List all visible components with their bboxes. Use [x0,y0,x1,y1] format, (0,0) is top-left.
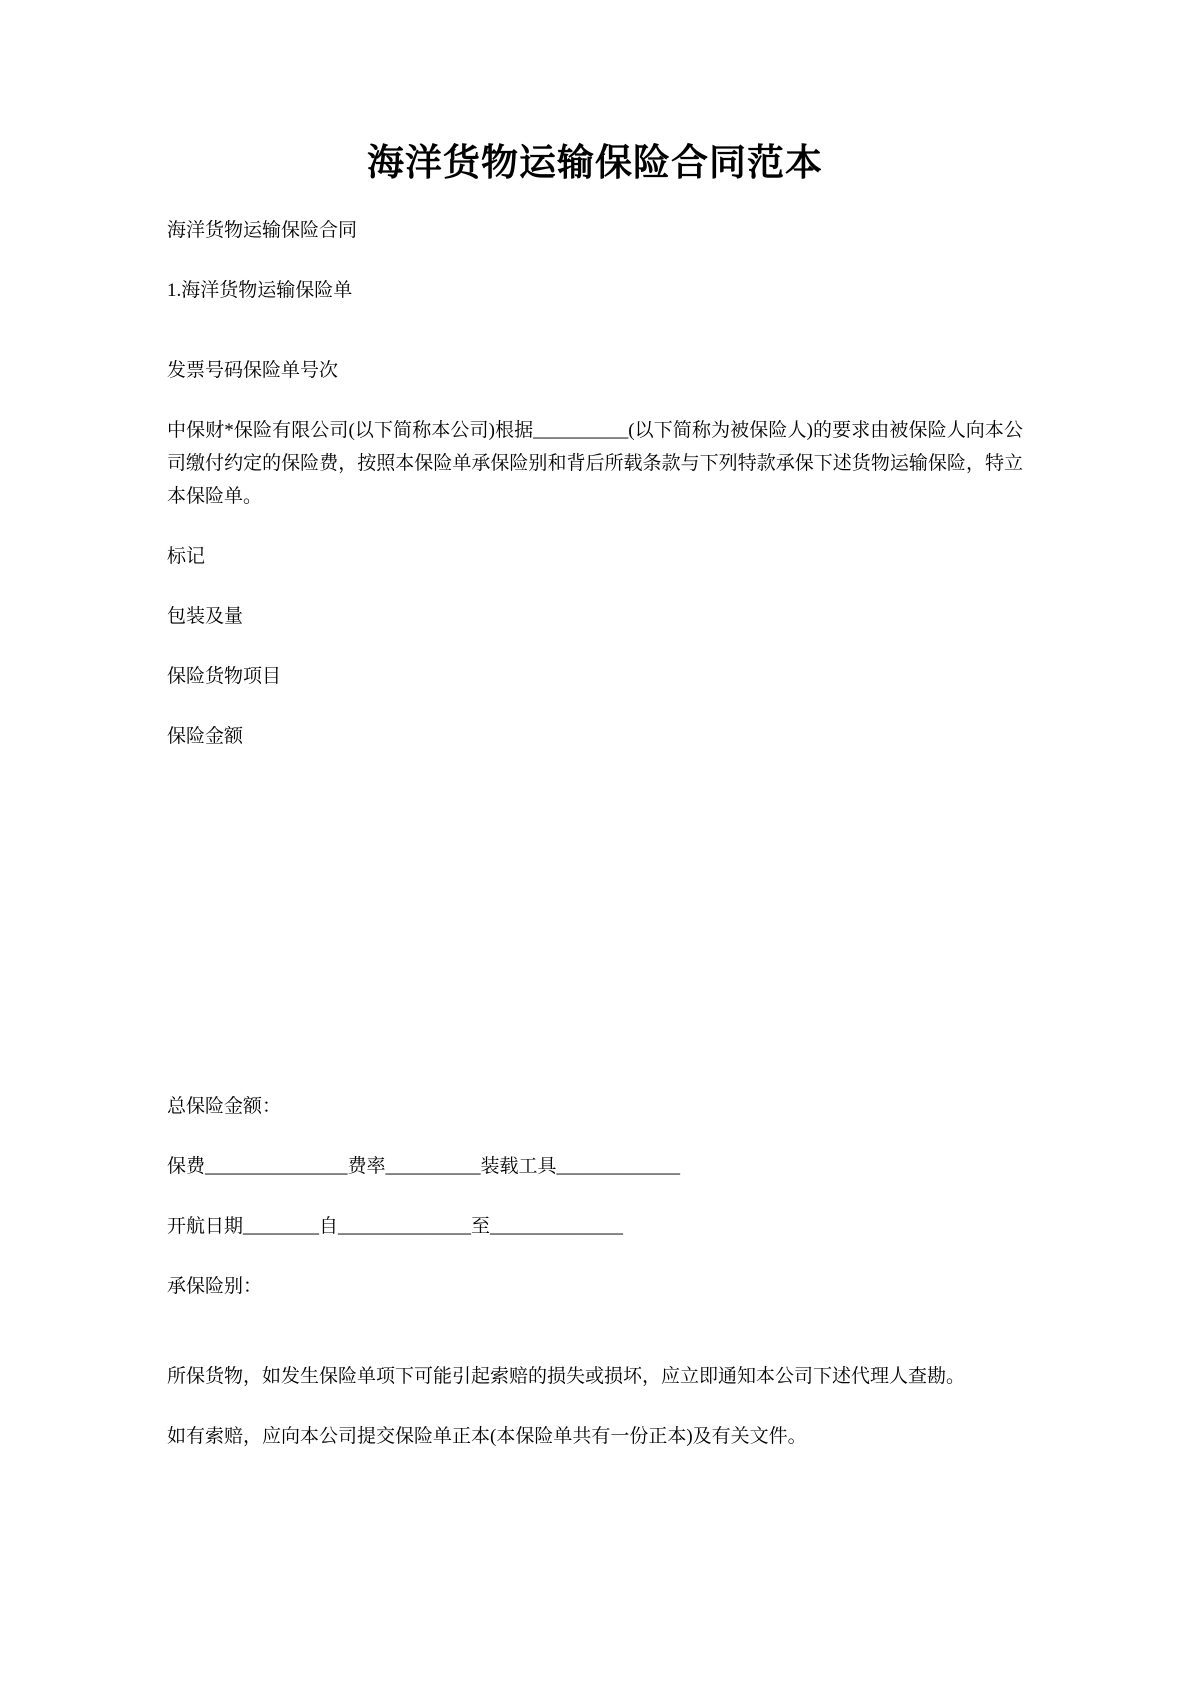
paragraph-subtitle: 海洋货物运输保险合同 [167,220,358,242]
paragraph-insured-amount-label: 保险金额 [167,726,244,748]
paragraph-claim-notice: 所保货物，如发生保险单项下可能引起索赔的损失或损坏，应立即通知本公司下述代理人查勘。 [167,1366,966,1388]
paragraph-mark-label: 标记 [167,546,206,568]
paragraph-premium-rate-vehicle-line: 保费_______________费率__________装载工具_____________ [167,1156,681,1178]
paragraph-intro-clause: 中保财*保险有限公司(以下简称本公司)根据__________(以下简称为被保险人)的要求由被保险人向本公司缴付约定的保险费，按照本保险单承保险别和背后所载条款与下列特款承保下述货物运输保险，特立本保险单。 [167,420,1023,508]
paragraph-coverage-label: 承保险别： [167,1276,263,1298]
paragraph-packing-quantity-label: 包装及量 [167,606,244,628]
paragraph-claim-submit: 如有索赔，应向本公司提交保险单正本(本保险单共有一份正本)及有关文件。 [167,1426,807,1448]
document-title: 海洋货物运输保险合同范本 [367,143,823,184]
paragraph-section1-heading: 1.海洋货物运输保险单 [167,280,353,302]
paragraph-total-insured-amount-label: 总保险金额： [167,1096,282,1118]
paragraph-insured-goods-label: 保险货物项目 [167,666,282,688]
paragraph-sailing-date-line: 开航日期________自______________至______________ [167,1216,624,1238]
blank-table-area [167,780,1023,1090]
paragraph-invoice-number-label: 发票号码保险单号次 [167,360,339,382]
